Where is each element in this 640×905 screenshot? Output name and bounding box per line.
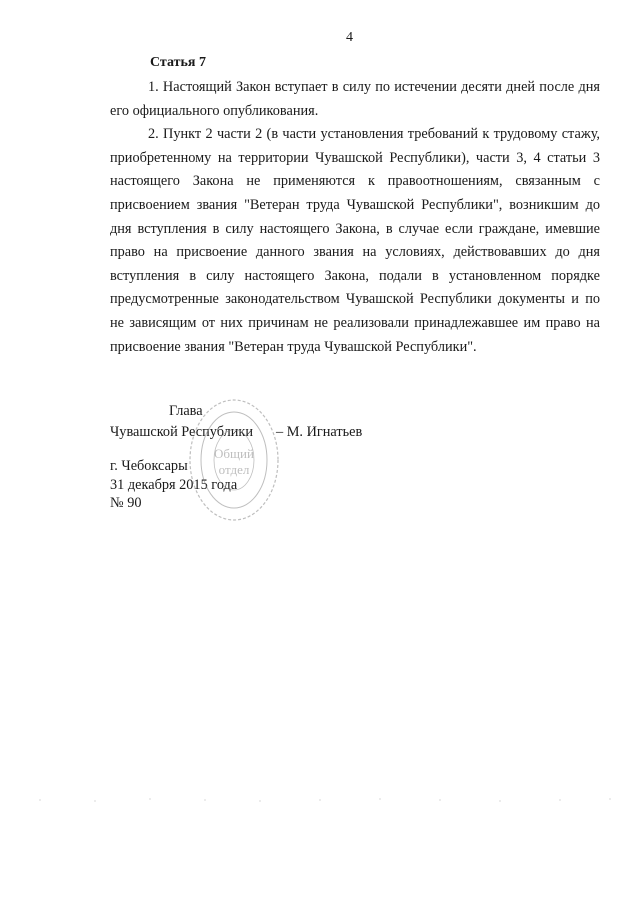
signature-title: Глава [169,403,203,419]
signature-org: Чувашской Республики [110,424,254,440]
svg-text:Общий: Общий [214,446,254,461]
article-title: Статья 7 [150,55,206,70]
scan-artifacts [0,790,640,810]
law-number: № 90 [110,495,142,511]
paragraph-1: 1. Настоящий Закон вступает в силу по истечении десяти дней после дня его официального опубликования. [110,79,600,119]
paragraph-2: 2. Пункт 2 части 2 (в части установления требований к трудовому стажу, приобретенному на территории Чувашской Республики), части 3, 4 статьи 3 настоящего Закона не применяются к правоотношениям, связанным с присвоением звания "Ветеран труда Чувашской Республики", возникшим до дня вступления в силу настоящего Закона, в случае если граждане, имевшие право на присвоение данного звания на условиях, действовавших до дня вступления в силу настоящего Закона, подали в установленном порядке предусмотренные законодательством Чувашской Республики документы и по не зависящим от них причинам не реализовали принадлежавшее им право на присвоение звания "Ветеран труда Чувашской Республики". [110,126,600,355]
article-body [110,76,600,359]
official-stamp-icon [188,398,280,522]
signature-name: – М. Игнатьев [276,424,363,440]
page-number: 4 [346,30,353,45]
svg-text:отдел: отдел [218,462,250,477]
signing-date: 31 декабря 2015 года [110,477,238,493]
signing-place: г. Чебоксары [110,458,188,474]
